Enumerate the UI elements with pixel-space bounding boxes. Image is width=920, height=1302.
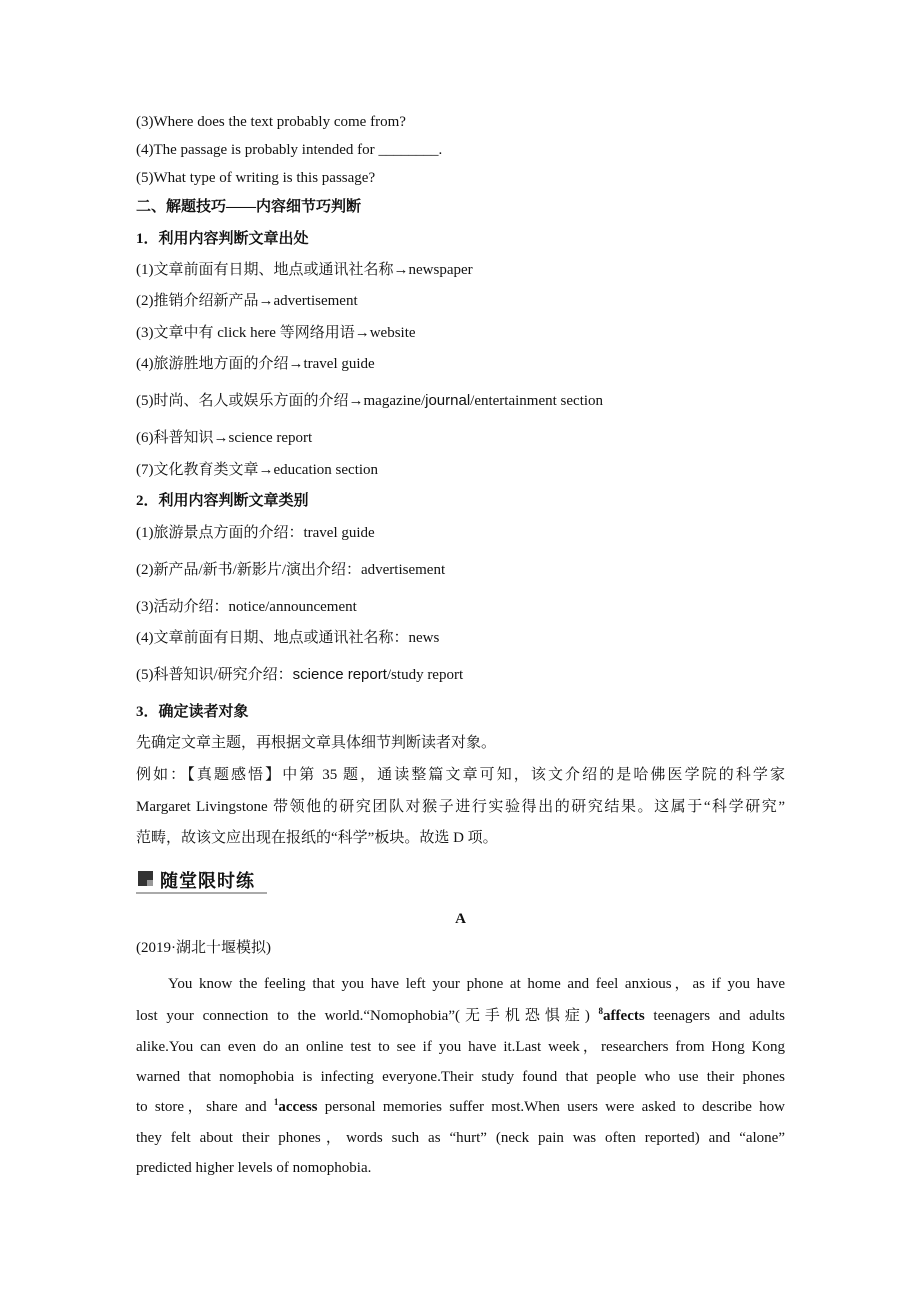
source: (2019·湖北十堰模拟) <box>136 940 271 956</box>
passage-text: personal memories suffer most.When users were asked to describe how <box>317 1099 785 1115</box>
passage-line: predicted higher levels of nomophobia. <box>136 1160 372 1176</box>
s2-item <box>136 665 463 685</box>
question-5: (5)What type of writing is this passage? <box>136 170 376 186</box>
keyword: access <box>278 1099 318 1115</box>
practice-heading-text: 随堂限时练 <box>160 871 255 892</box>
passage-text: teenagers and adults <box>644 1008 785 1024</box>
s1-item: (3)文章中有 click here 等网络用语→website <box>136 325 416 341</box>
square-bullet-icon <box>138 871 153 886</box>
passage-line <box>136 1097 785 1117</box>
example-line: Margaret Livingstone 带领他的研究团队对猴子进行实验得出的研究结果。这属于“科学研究” <box>136 799 785 815</box>
section-label: A <box>455 911 466 927</box>
s2-item5-a: (5)科普知识/研究介绍： <box>136 667 293 683</box>
keyword: affects <box>603 1008 645 1024</box>
s1-item: (1)文章前面有日期、地点或通讯社名称→newspaper <box>136 262 473 278</box>
section-1-title: 1．利用内容判断文章出处 <box>136 231 309 247</box>
s2-item: (2)新产品/新书/新影片/演出介绍：advertisement <box>136 562 446 578</box>
s1-item: (4)旅游胜地方面的介绍→travel guide <box>136 356 375 372</box>
question-4 <box>136 140 442 160</box>
example-line: 例如：【真题感悟】中第 35 题，通读整篇文章可知，该文介绍的是哈佛医学院的科学家 <box>136 767 785 783</box>
s1-item5-a: (5)时尚、名人或娱乐方面的介绍→magazine/ <box>136 393 426 409</box>
passage-line: they felt about their phones，words such as “hurt” (neck pain was often reported) and “alone” <box>136 1130 785 1146</box>
s2-item5-b: science report <box>292 666 387 683</box>
question-3: (3)Where does the text probably come from? <box>136 114 406 130</box>
passage-line <box>136 1006 785 1026</box>
tips-title: 二、解题技巧——内容细节巧判断 <box>136 199 362 215</box>
s2-item: (4)文章前面有日期、地点或通讯社名称：news <box>136 630 440 646</box>
passage-text: to store，share and <box>136 1099 274 1115</box>
s1-item <box>136 391 603 411</box>
section-3-text: 先确定文章主题，再根据文章具体细节判断读者对象。 <box>136 735 497 751</box>
passage-line: You know the feeling that you have left your phone at home and feel anxious，as if you have <box>168 976 785 992</box>
s1-item5-b: journal <box>425 392 471 409</box>
section-2-title: 2．利用内容判断文章类别 <box>136 493 309 509</box>
s2-item: (3)活动介绍：notice/announcement <box>136 599 357 615</box>
s1-item: (7)文化教育类文章→education section <box>136 462 379 478</box>
example-line: 范畴，故该文应出现在报纸的“科学”板块。故选 D 项。 <box>136 830 498 846</box>
s2-item5-c: /study report <box>386 667 464 683</box>
s1-item5-c: /entertainment section <box>470 393 604 409</box>
s1-item: (6)科普知识→science report <box>136 430 313 446</box>
passage-line: alike.You can even do an online test to see if you have it.Last week，researchers from Hong Kong <box>136 1039 785 1055</box>
practice-heading <box>136 866 267 894</box>
section-3-title: 3．确定读者对象 <box>136 704 249 720</box>
passage-text: lost your connection to the world.“Nomophobia”(无手机恐惧症) <box>136 1008 599 1024</box>
s2-item: (1)旅游景点方面的介绍：travel guide <box>136 525 375 541</box>
question-4-text: (4)The passage is probably intended for <box>136 142 375 158</box>
footnote-mark: 8 <box>598 1006 604 1016</box>
question-4-blank: ________. <box>378 142 443 158</box>
passage-line: warned that nomophobia is infecting everyone.Their study found that people who use their phones <box>136 1069 785 1085</box>
s1-item: (2)推销介绍新产品→advertisement <box>136 293 358 309</box>
footnote-mark: 1 <box>273 1097 279 1107</box>
